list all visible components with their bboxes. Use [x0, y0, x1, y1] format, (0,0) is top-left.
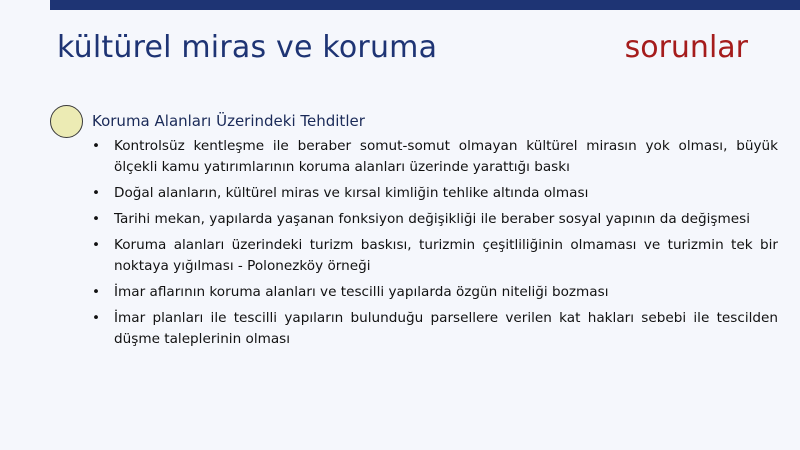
list-item [92, 183, 778, 204]
list-item [92, 282, 778, 303]
threat-bullet-list [92, 136, 778, 355]
bullet-icon: • [92, 237, 101, 253]
list-item-text: İmar aflarının koruma alanları ve tescilli yapılarda özgün niteliği bozması [114, 284, 609, 300]
list-item [92, 308, 778, 350]
list-item-text: Tarihi mekan, yapılarda yaşanan fonksiyon değişikliği ile beraber sosyal yapının da değişmesi [114, 211, 750, 227]
slide-title: kültürel miras ve koruma [57, 30, 438, 65]
top-accent-bar [50, 0, 800, 10]
bullet-icon: • [92, 138, 101, 154]
circle-marker-icon [50, 105, 83, 138]
list-item [92, 235, 778, 277]
slide-subtitle: sorunlar [624, 30, 748, 65]
list-item-text: İmar planları ile tescilli yapıların bulunduğu parsellere verilen kat hakları sebebi ile tescilden düşme taleplerinin olması [114, 310, 778, 347]
list-item-text: Doğal alanların, kültürel miras ve kırsal kimliğin tehlike altında olması [114, 185, 589, 201]
list-item [92, 209, 778, 230]
list-item-text: Kontrolsüz kentleşme ile beraber somut-somut olmayan kültürel mirasın yok olması, büyük ölçekli kamu yatırımlarının koruma alanları üzerinde yarattığı baskı [114, 138, 778, 175]
bullet-icon: • [92, 185, 101, 201]
list-item-text: Koruma alanları üzerindeki turizm baskısı, turizmin çeşitliliğinin olmaması ve turizmin tek bir noktaya yığılması - Polonezköy örneği [114, 237, 778, 274]
bullet-icon: • [92, 211, 101, 227]
bullet-icon: • [92, 284, 101, 300]
list-item [92, 136, 778, 178]
section-heading: Koruma Alanları Üzerindeki Tehditler [92, 112, 365, 130]
bullet-icon: • [92, 310, 101, 326]
